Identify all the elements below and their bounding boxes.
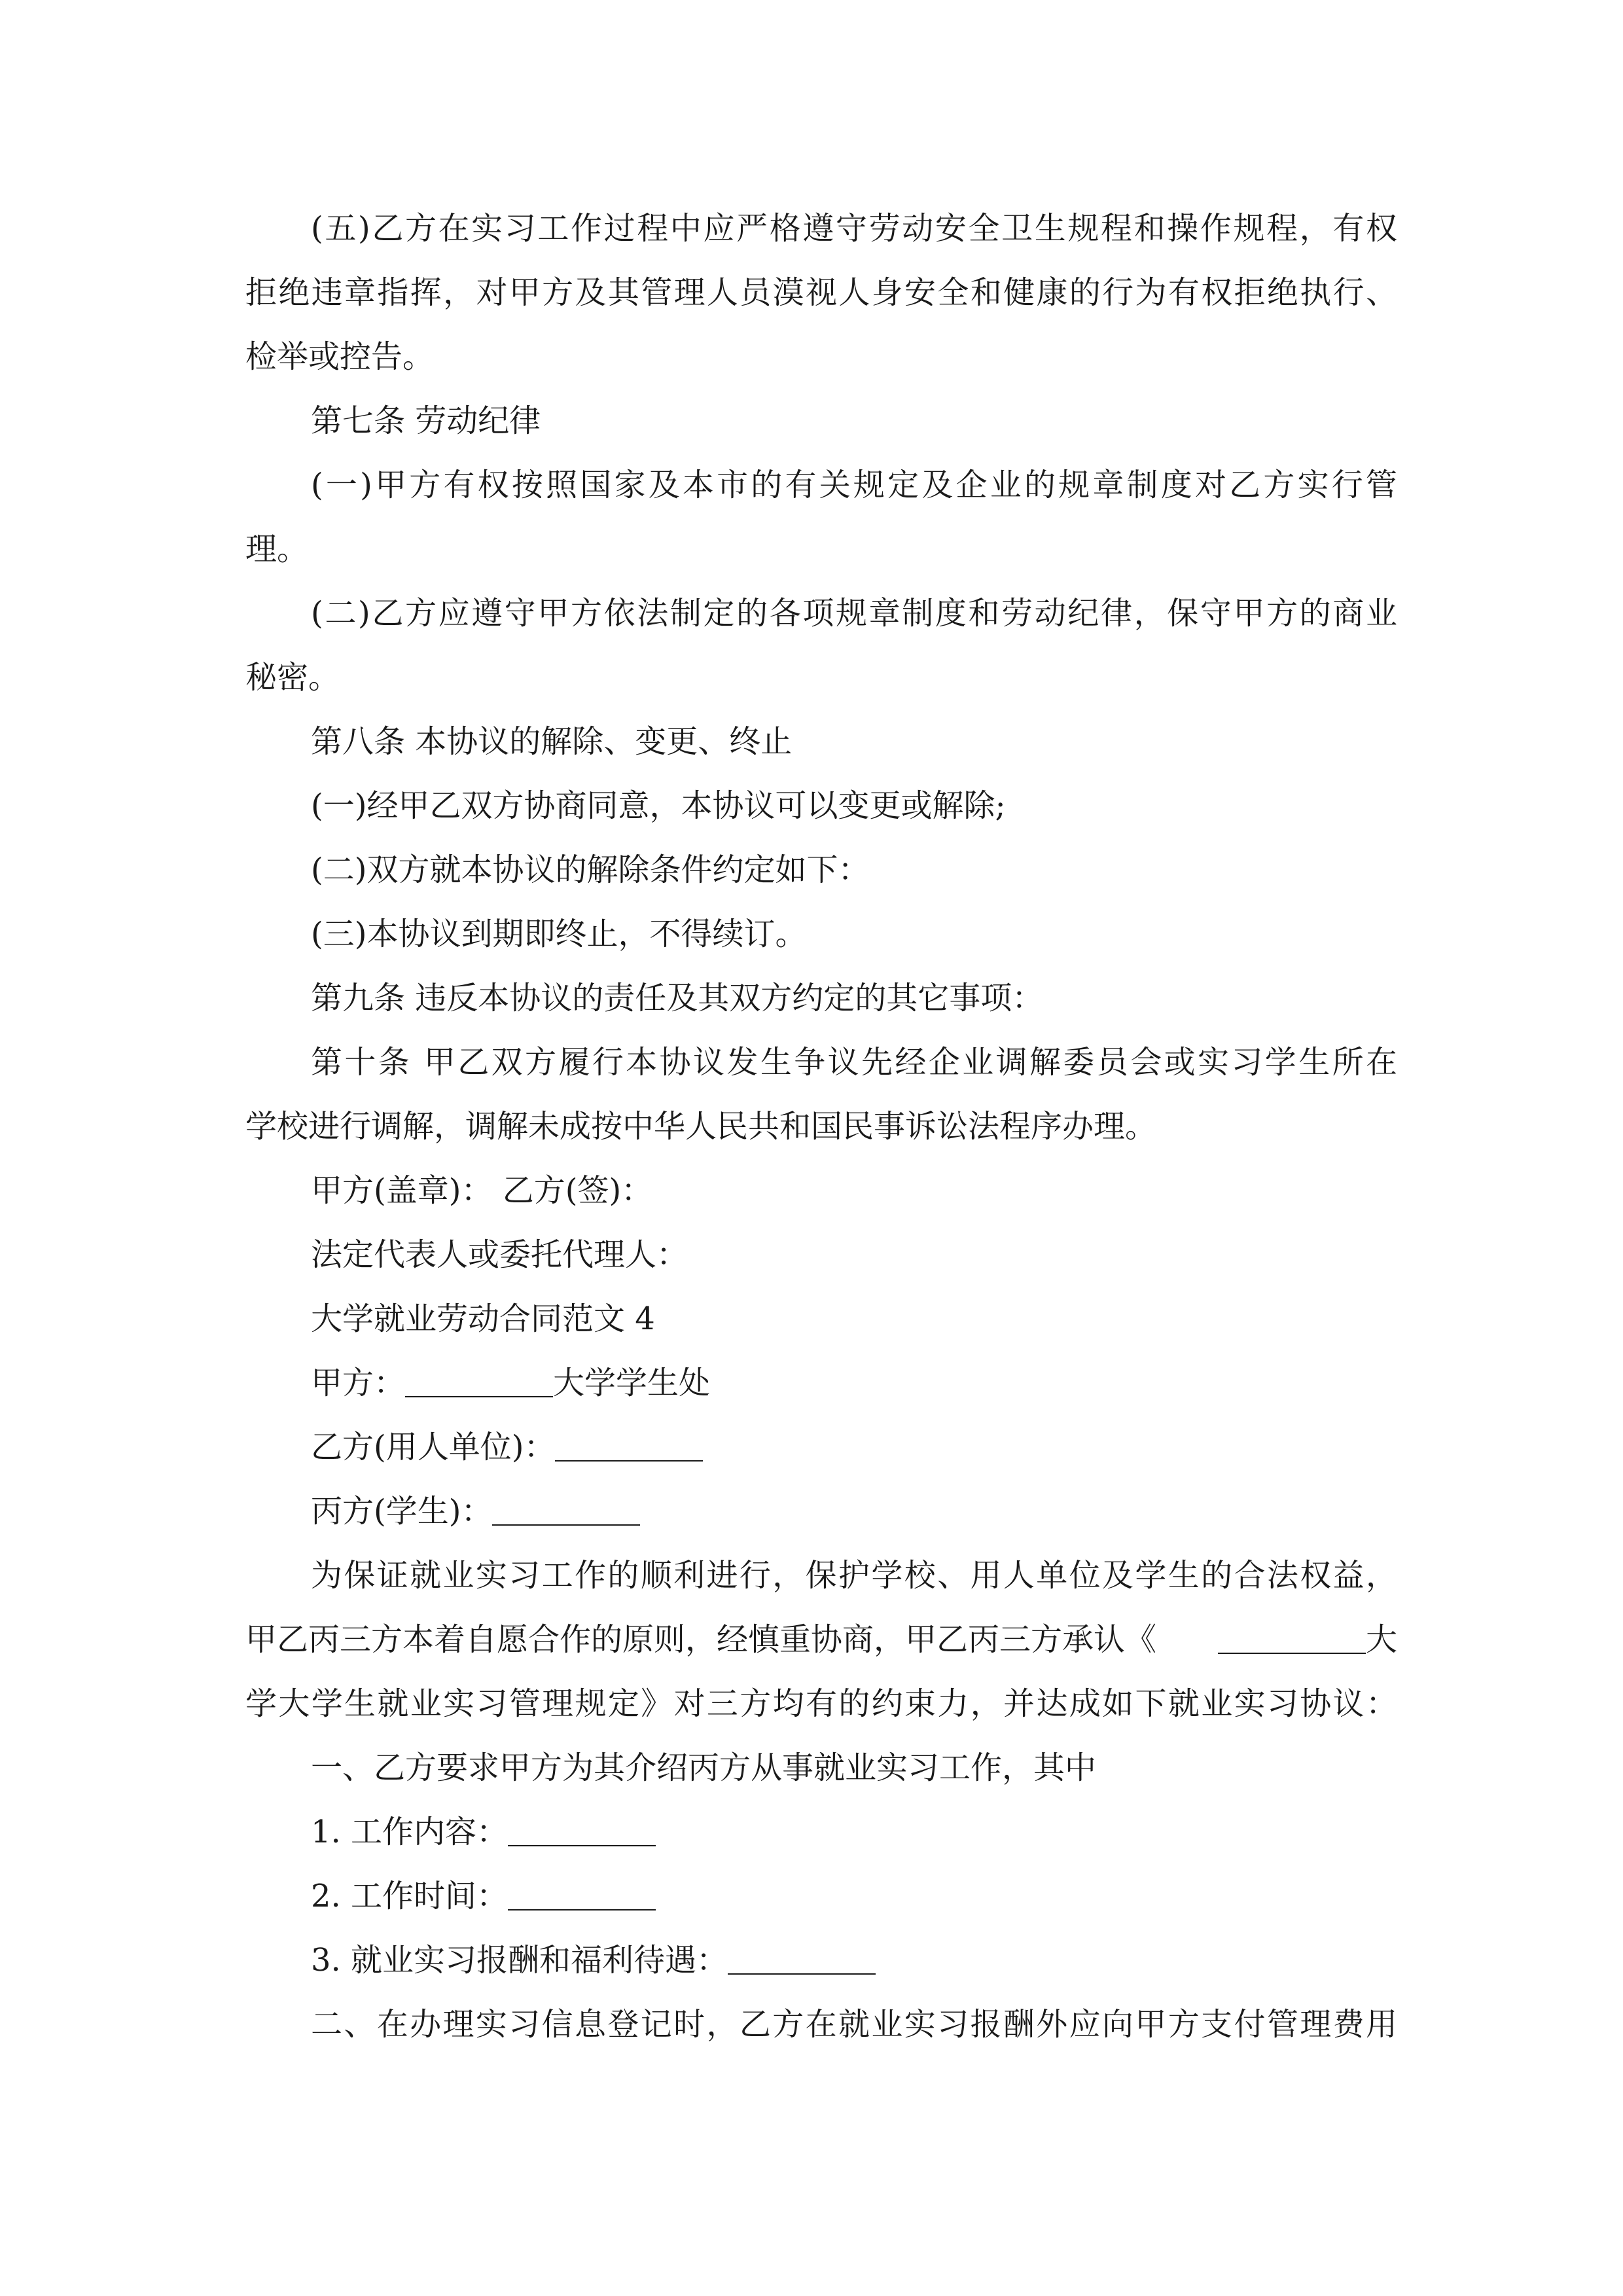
paragraph-line: (二)乙方应遵守甲方依法制定的各项规章制度和劳动纪律，保守甲方的商业 [311,595,1397,632]
article-heading: 第八条 本协议的解除、变更、终止 [311,723,793,760]
fill-in-blank [555,1434,703,1462]
party-a-line [245,1351,1397,1415]
party-a-label: 甲方： [311,1365,406,1401]
signature-line: 法定代表人或委托代理人： [311,1236,688,1273]
article-heading: 第七条 劳动纪律 [311,403,541,439]
paragraph-line: (二)双方就本协议的解除条件约定如下： [311,852,870,888]
party-c-line [245,1479,1397,1543]
work-time-label: 2. 工作时间： [311,1878,508,1914]
fill-in-blank [405,1370,553,1397]
paragraph-line: 一、乙方要求甲方为其介绍丙方从事就业实习工作，其中 [311,1749,1097,1786]
signature-line: 甲方(盖章)： 乙方(签)： [311,1172,653,1209]
paragraph-line: 学大学生就业实习管理规定》对三方均有的约束力，并达成如下就业实习协议： [245,1685,1397,1722]
section-title: 大学就业劳动合同范文 4 [311,1300,655,1337]
paragraph-line [245,1607,1397,1672]
document-body [245,196,1397,2056]
compensation-line [245,1928,1397,1992]
paragraph-line: (五)乙方在实习工作过程中应严格遵守劳动安全卫生规程和操作规程，有权 [311,210,1397,247]
fill-in-blank [492,1498,640,1526]
work-content-line [245,1800,1397,1864]
paragraph-line: 为保证就业实习工作的顺利进行，保护学校、用人单位及学生的合法权益， [311,1557,1397,1594]
paragraph-line: 第十条 甲乙双方履行本协议发生争议先经企业调解委员会或实习学生所在 [311,1044,1397,1081]
paragraph-line: 理。 [245,531,309,567]
paragraph-line: 二、在办理实习信息登记时，乙方在就业实习报酬外应向甲方支付管理费用 [311,2006,1397,2043]
article-heading: 第九条 违反本协议的责任及其双方约定的其它事项： [311,980,1044,1016]
fill-in-blank [508,1883,656,1910]
party-b-line [245,1415,1397,1479]
work-time-line [245,1864,1397,1928]
paragraph-line-tail-text: 大 [1365,1621,1397,1658]
paragraph-line-text: 甲乙丙三方本着自愿合作的原则，经慎重协商，甲乙丙三方承认《 [245,1621,1157,1658]
paragraph-line: 拒绝违章指挥，对甲方及其管理人员漠视人身安全和健康的行为有权拒绝执行、 [245,274,1397,311]
party-c-label: 丙方(学生)： [311,1493,493,1530]
party-a-suffix: 大学学生处 [553,1365,711,1401]
paragraph-line: 学校进行调解，调解未成按中华人民共和国民事诉讼法程序办理。 [245,1108,1157,1145]
compensation-label: 3. 就业实习报酬和福利待遇： [311,1942,728,1979]
work-content-label: 1. 工作内容： [311,1814,508,1850]
party-b-label: 乙方(用人单位)： [311,1429,556,1465]
fill-in-blank [508,1819,656,1846]
paragraph-line: 检举或控告。 [245,338,435,375]
fill-in-blank [728,1947,876,1975]
paragraph-line: (三)本协议到期即终止，不得续订。 [311,916,807,952]
fill-in-blank [1218,1626,1366,1654]
paragraph-line: (一)甲方有权按照国家及本市的有关规定及企业的规章制度对乙方实行管 [311,467,1397,503]
paragraph-line-tail [1218,1607,1397,1672]
paragraph-line: 秘密。 [245,659,340,696]
paragraph-line: (一)经甲乙双方协商同意，本协议可以变更或解除; [311,787,1006,824]
